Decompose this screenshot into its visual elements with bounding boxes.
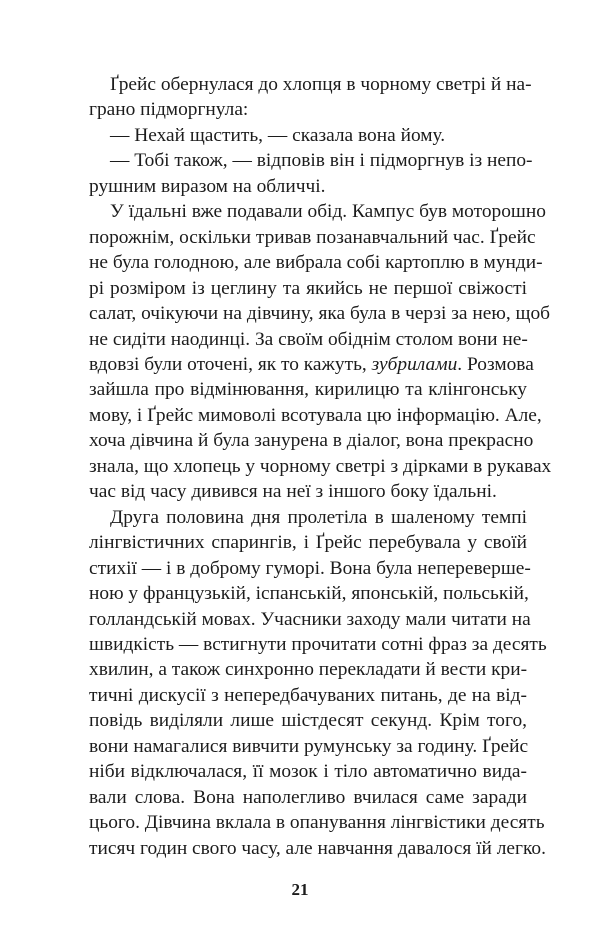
text-line: вони намагалися вивчити румунську за годину. Ґрейс [89,735,529,757]
text-line: рушним виразом на обличчі. [89,175,326,197]
paragraph [89,505,547,861]
text-line: Ґрейс обернулася до хлопця в чорному светрі й на- [110,74,532,95]
text-line: швидкість — встигнути прочитати сотні фраз за десять [89,633,547,655]
text-line: хоча дівчина й була занурена в діалог, вона прекрасно [89,430,534,452]
text-line: — Нехай щастить, — сказала вона йому. [110,124,446,146]
text-line: хвилин, а також синхронно перекладати й вести кри- [89,659,528,681]
paragraph [89,72,532,123]
paragraph [89,199,552,504]
text-line: — Тобі також, — відповів він і підморгнув із непо- [110,150,533,172]
text-line: тисяч годин свого часу, але навчання давалося їй легко. [89,837,546,859]
text-line: лінгвістичних спарингів, і Ґрейс перебувала у своїй [89,532,527,554]
text-line: мову, і Ґрейс мимоволі всотувала цю інформацію. Але, [89,404,542,426]
text-line: цього. Дівчина вклала в опанування лінгвістики десять [89,812,545,834]
text-line: стихії — і в доброму гуморі. Вона була неперевершe- [89,557,531,579]
text-line: ною у французькій, іспанській, японській, польській, [89,583,529,605]
paragraph [89,148,533,199]
text-line: У їдальні вже подавали обід. Кампус був моторошно [110,201,546,223]
text-line: час від часу дивився на неї з іншого боку їдальні. [89,481,497,503]
text-line: Друга половина дня пролетіла в шаленому темпі [110,506,527,528]
text-line: повідь виділяли лише шістдесят секунд. Крім того, [89,710,527,732]
text-line: вдовзі були оточені, як то кажуть, зубрилами. Розмова [89,353,534,375]
text-line: зайшла про відмінювання, кирилицю та клінгонську [89,379,527,401]
text-line: не сидіти наодинці. За своїм обіднім столом вони не- [89,328,528,350]
text-line: ніби відключалася, її мозок і тіло автоматично вида- [89,761,527,783]
emphasized-word: зубрилами [371,353,458,375]
paragraph [89,123,527,148]
text-line: голландській мовах. Учасники заходу мали читати на [89,608,531,630]
text-line: порожнім, оскільки тривав позанавчальний час. Ґрейс [89,226,536,248]
text-line: рі розміром із цеглину та якийсь не першої свіжості [89,277,527,299]
body-text [89,72,552,861]
text-line: не була голодною, але вибрала собі картоплю в мунди- [89,252,543,274]
text-line: грано підморгнула: [89,99,249,121]
text-line: вали слова. Вона наполегливо вчилася саме заради [89,786,527,808]
page-number: 21 [291,880,309,899]
text-line: знала, що хлопець у чорному светрі з дірками в рукавах [89,455,552,477]
text-line: тичні дискусії з непередбачуваних питань, де на від- [89,684,527,706]
text-line: салат, очікуючи на дівчину, яка була в черзі за нею, щоб [89,303,551,325]
